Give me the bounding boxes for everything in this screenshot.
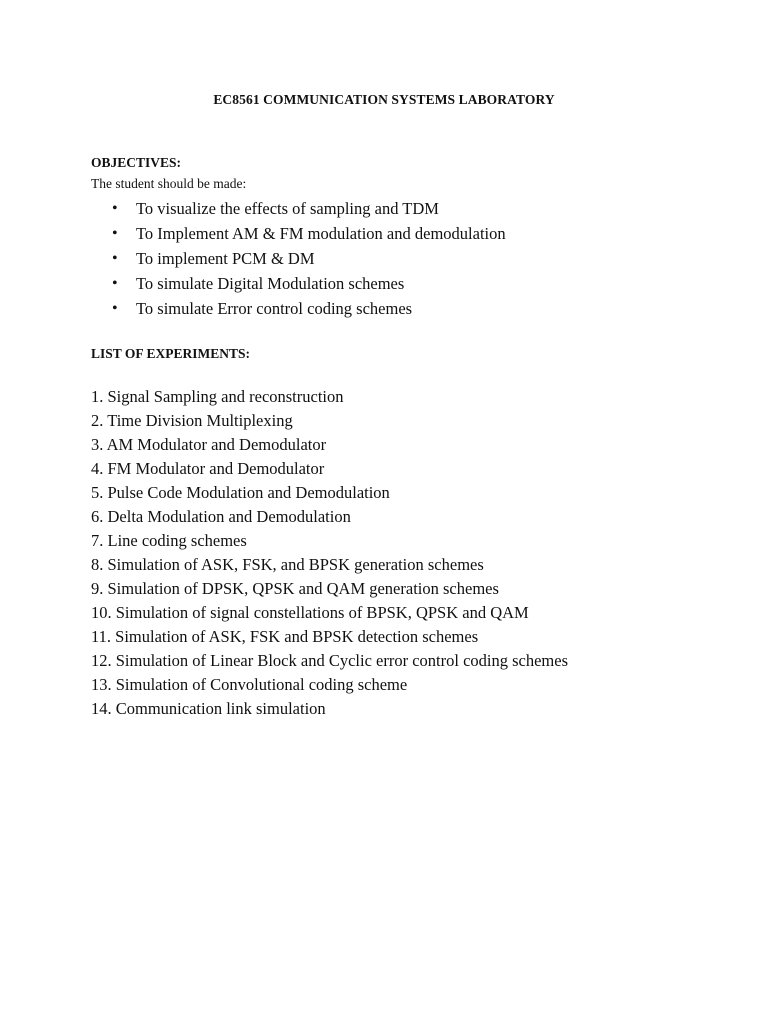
objective-item — [112, 296, 506, 321]
bullet-icon: • — [112, 200, 118, 217]
objectives-intro: The student should be made: — [91, 176, 247, 191]
experiment-item: 11. Simulation of ASK, FSK and BPSK detection schemes — [91, 627, 479, 646]
experiment-item: 13. Simulation of Convolutional coding scheme — [91, 675, 408, 694]
experiments-list — [91, 385, 568, 721]
document-title: EC8561 COMMUNICATION SYSTEMS LABORATORY — [213, 92, 555, 107]
bullet-icon: • — [112, 275, 118, 292]
objective-text: To Implement AM & FM modulation and demodulation — [136, 224, 506, 243]
objective-item — [112, 246, 506, 271]
objectives-heading: OBJECTIVES: — [91, 155, 182, 170]
objective-item — [112, 221, 506, 246]
experiment-item: 1. Signal Sampling and reconstruction — [91, 387, 344, 406]
experiment-item: 7. Line coding schemes — [91, 531, 247, 550]
bullet-icon: • — [112, 225, 118, 242]
objective-text: To visualize the effects of sampling and TDM — [136, 199, 439, 218]
experiment-item: 12. Simulation of Linear Block and Cyclic error control coding schemes — [91, 651, 569, 670]
bullet-icon: • — [112, 300, 118, 317]
experiment-item: 2. Time Division Multiplexing — [91, 411, 293, 430]
experiment-item: 4. FM Modulator and Demodulator — [91, 459, 325, 478]
experiment-item: 3. AM Modulator and Demodulator — [91, 435, 327, 454]
bullet-icon: • — [112, 250, 118, 267]
experiment-item: 8. Simulation of ASK, FSK, and BPSK generation schemes — [91, 555, 484, 574]
objective-text: To simulate Digital Modulation schemes — [136, 274, 405, 293]
objective-text: To simulate Error control coding schemes — [136, 299, 413, 318]
experiments-heading: LIST OF EXPERIMENTS: — [91, 346, 251, 361]
objective-item — [112, 271, 506, 296]
experiment-item: 6. Delta Modulation and Demodulation — [91, 507, 351, 526]
experiment-item: 9. Simulation of DPSK, QPSK and QAM generation schemes — [91, 579, 499, 598]
objective-item — [112, 196, 506, 221]
objectives-list — [112, 196, 506, 321]
experiment-item: 10. Simulation of signal constellations of BPSK, QPSK and QAM — [91, 603, 529, 622]
objective-text: To implement PCM & DM — [136, 249, 315, 268]
experiment-item: 5. Pulse Code Modulation and Demodulation — [91, 483, 390, 502]
experiment-item: 14. Communication link simulation — [91, 699, 326, 718]
